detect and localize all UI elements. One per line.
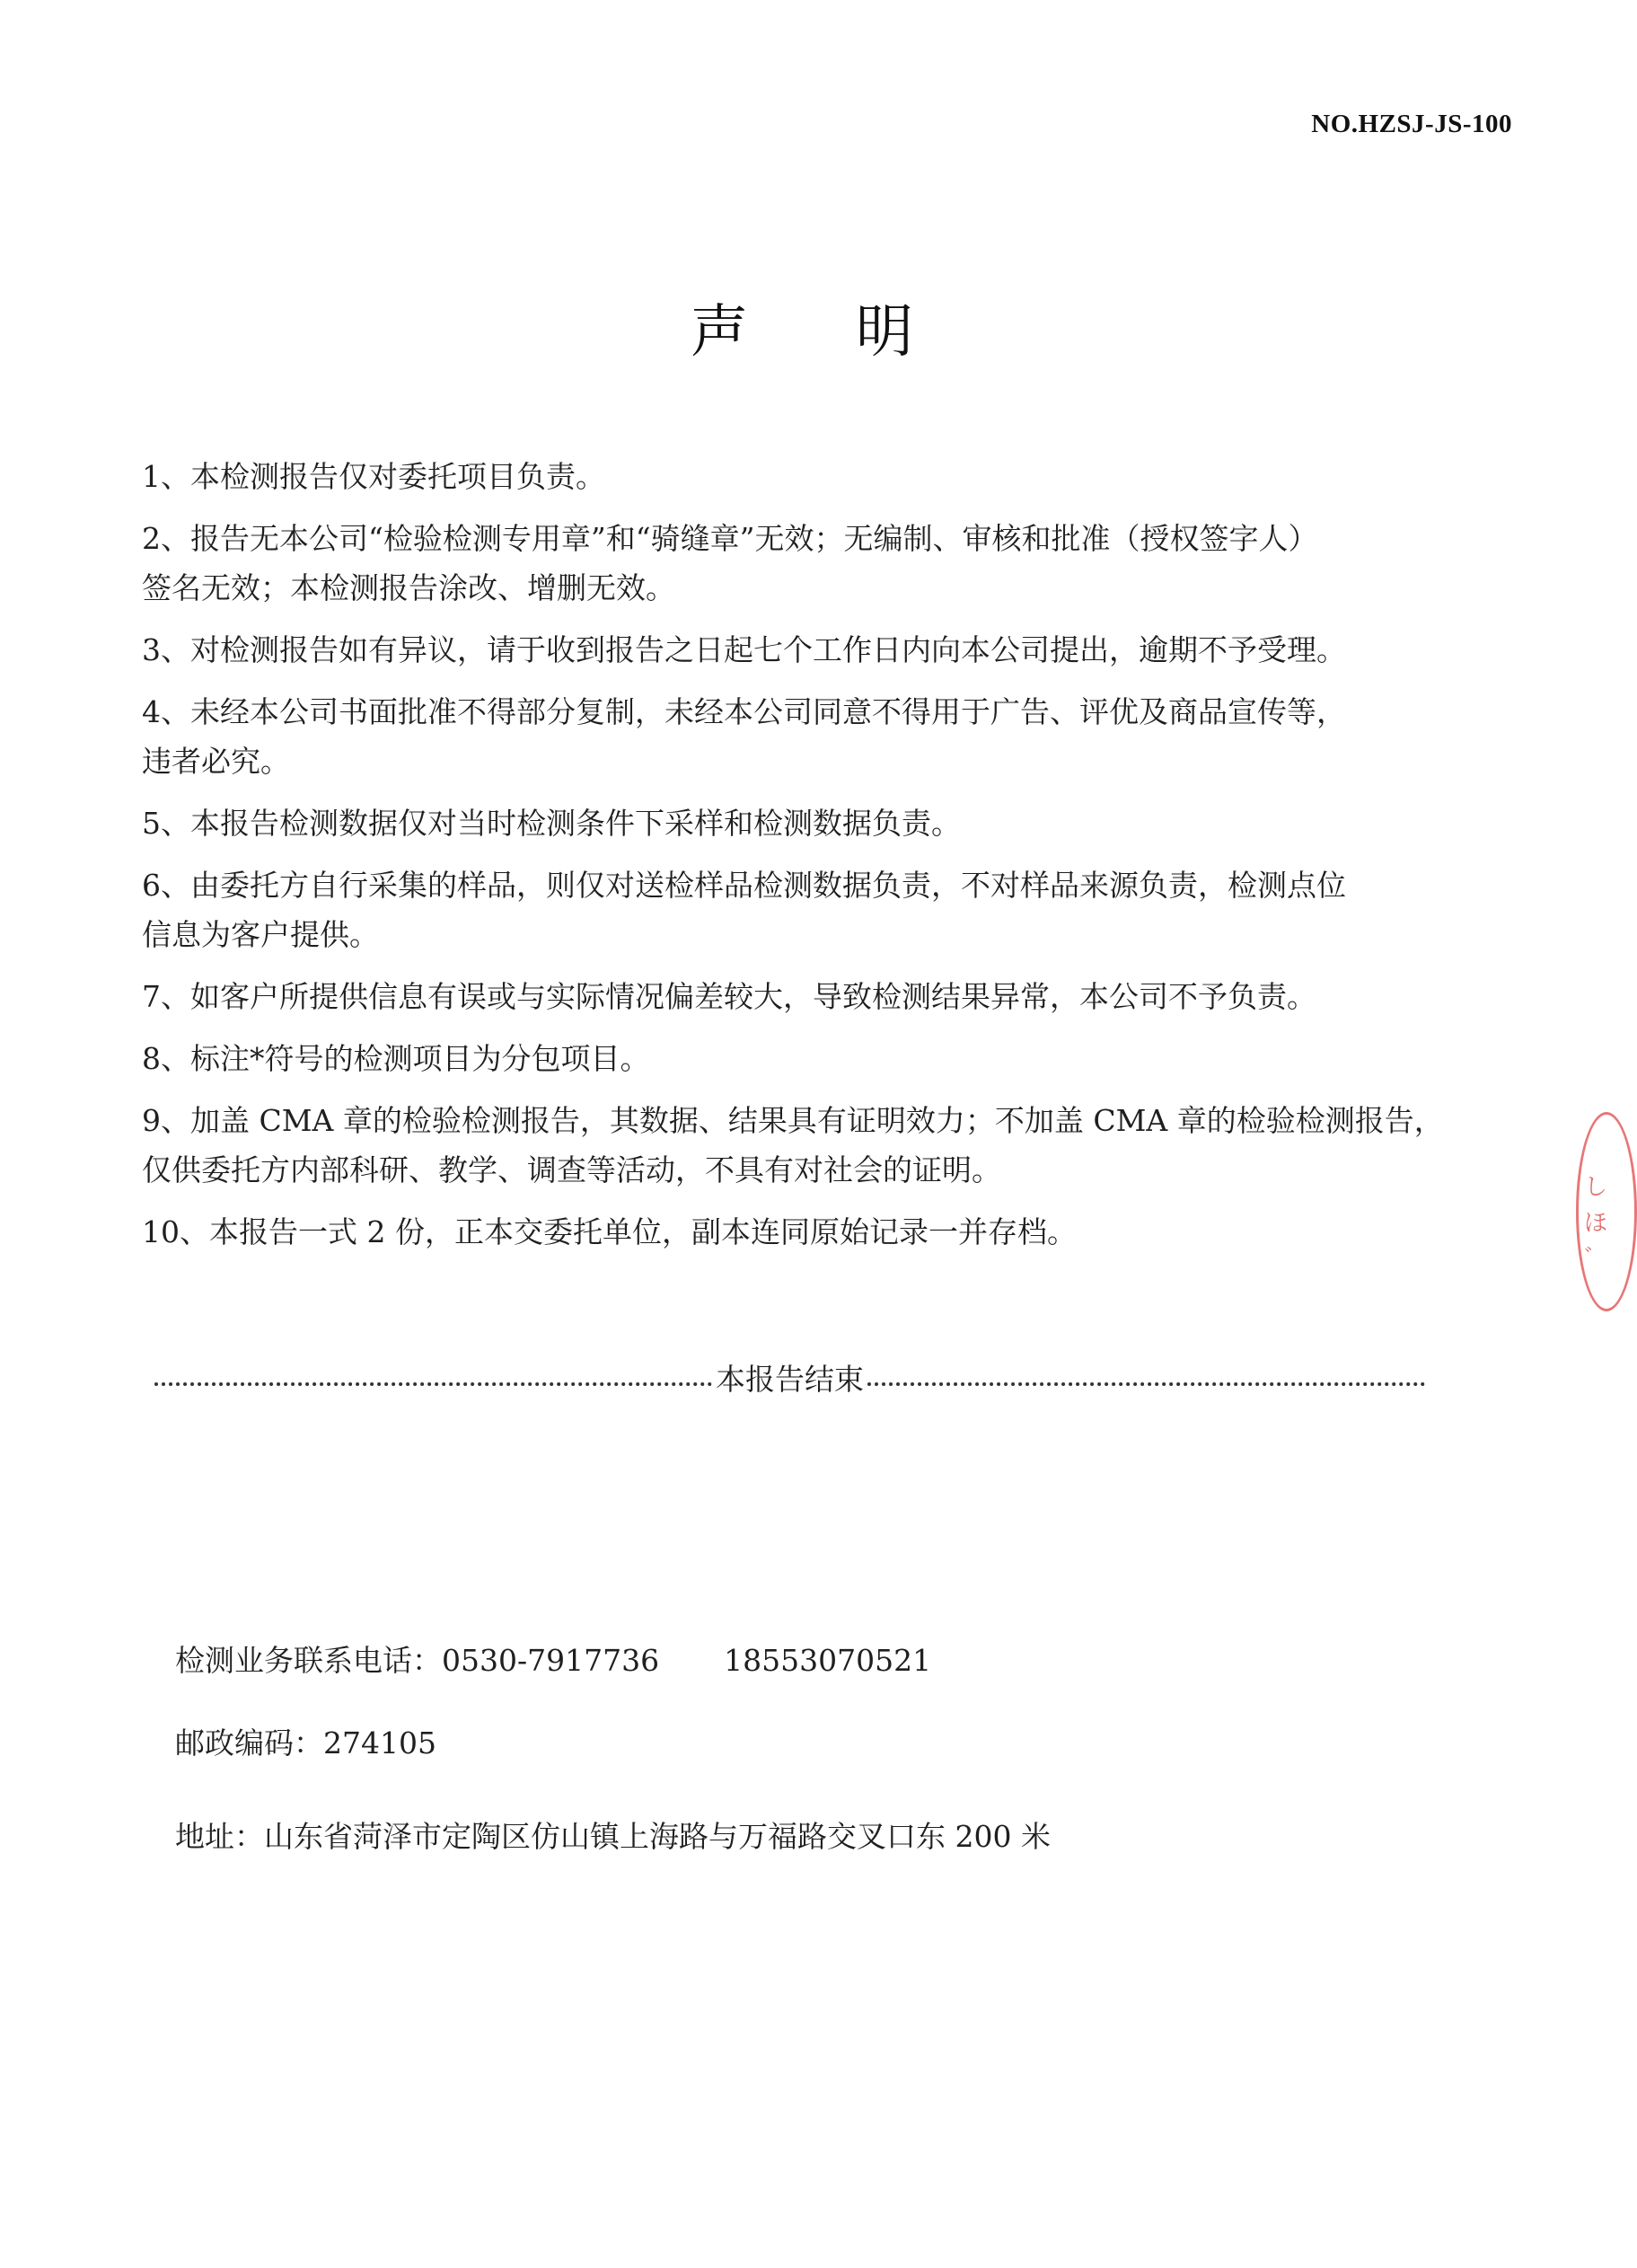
phone-number-1: 0530-7917736 (442, 1643, 660, 1678)
clause-line: 2、报告无本公司“检验检测专用章”和“骑缝章”无效；无编制、审核和批准（授权签字人） (142, 521, 1318, 556)
clause-line: 10、本报告一式 2 份，正本交委托单位，副本连同原始记录一并存档。 (142, 1214, 1077, 1249)
clause-7 (142, 972, 1507, 1021)
clause-line: 8、标注*符号的检测项目为分包项目。 (142, 1041, 650, 1076)
phone-number-2: 18553070521 (724, 1643, 932, 1678)
clause-3 (142, 625, 1507, 675)
dotted-leader-right (867, 1382, 1425, 1386)
postcode-value: 274105 (323, 1725, 436, 1761)
clause-8 (142, 1034, 1507, 1083)
stamp-mark: ゛ (1584, 1246, 1608, 1273)
clause-line: 5、本报告检测数据仅对当时检测条件下采样和检测数据负责。 (142, 806, 961, 841)
clause-6 (142, 860, 1507, 959)
clause-line: 信息为客户提供。 (142, 917, 379, 952)
clause-4 (142, 687, 1507, 786)
postcode-label: 邮政编码： (175, 1725, 323, 1761)
clause-list (142, 452, 1507, 1269)
clause-line: 1、本检测报告仅对委托项目负责。 (142, 459, 605, 494)
clause-2 (142, 514, 1507, 613)
clause-5 (142, 799, 1507, 848)
document-number: NO.HZSJ-JS-100 (1311, 110, 1512, 138)
stamp-mark: し (1584, 1174, 1608, 1201)
clause-9 (142, 1096, 1507, 1195)
address-label: 地址： (175, 1819, 264, 1854)
contact-phone (175, 1638, 931, 1683)
clause-line: 6、由委托方自行采集的样品，则仅对送检样品检测数据负责，不对样品来源负责，检测点位 (142, 868, 1346, 903)
phone-label: 检测业务联系电话： (175, 1643, 442, 1678)
clause-line: 7、如客户所提供信息有误或与实际情况偏差较大，导致检测结果异常，本公司不予负责。 (142, 979, 1316, 1014)
contact-address (175, 1814, 1051, 1859)
stamp-mark: ほ (1584, 1210, 1608, 1237)
clause-1 (142, 452, 1507, 501)
end-marker-text: 本报告结束 (716, 1362, 864, 1397)
clause-line: 签名无效；本检测报告涂改、增删无效。 (142, 570, 675, 605)
clause-10 (142, 1207, 1507, 1257)
clause-line: 违者必究。 (142, 744, 290, 779)
contact-postcode (175, 1721, 436, 1766)
address-value: 山东省菏泽市定陶区仿山镇上海路与万福路交叉口东 200 米 (264, 1819, 1051, 1854)
dotted-leader-left (154, 1382, 712, 1386)
clause-line: 4、未经本公司书面批准不得部分复制，未经本公司同意不得用于广告、评优及商品宣传等， (142, 694, 1346, 729)
clause-line: 9、加盖 CMA 章的检验检测报告，其数据、结果具有证明效力；不加盖 CMA 章的检验检测报告， (142, 1103, 1444, 1138)
report-end-marker (154, 1355, 1425, 1404)
clause-line: 3、对检测报告如有异议，请于收到报告之日起七个工作日内向本公司提出，逾期不予受理。 (142, 632, 1346, 667)
page-title: 声明 (691, 299, 1021, 366)
seal-stamp-edge (1576, 1112, 1637, 1311)
clause-line: 仅供委托方内部科研、教学、调查等活动，不具有对社会的证明。 (142, 1152, 1001, 1187)
